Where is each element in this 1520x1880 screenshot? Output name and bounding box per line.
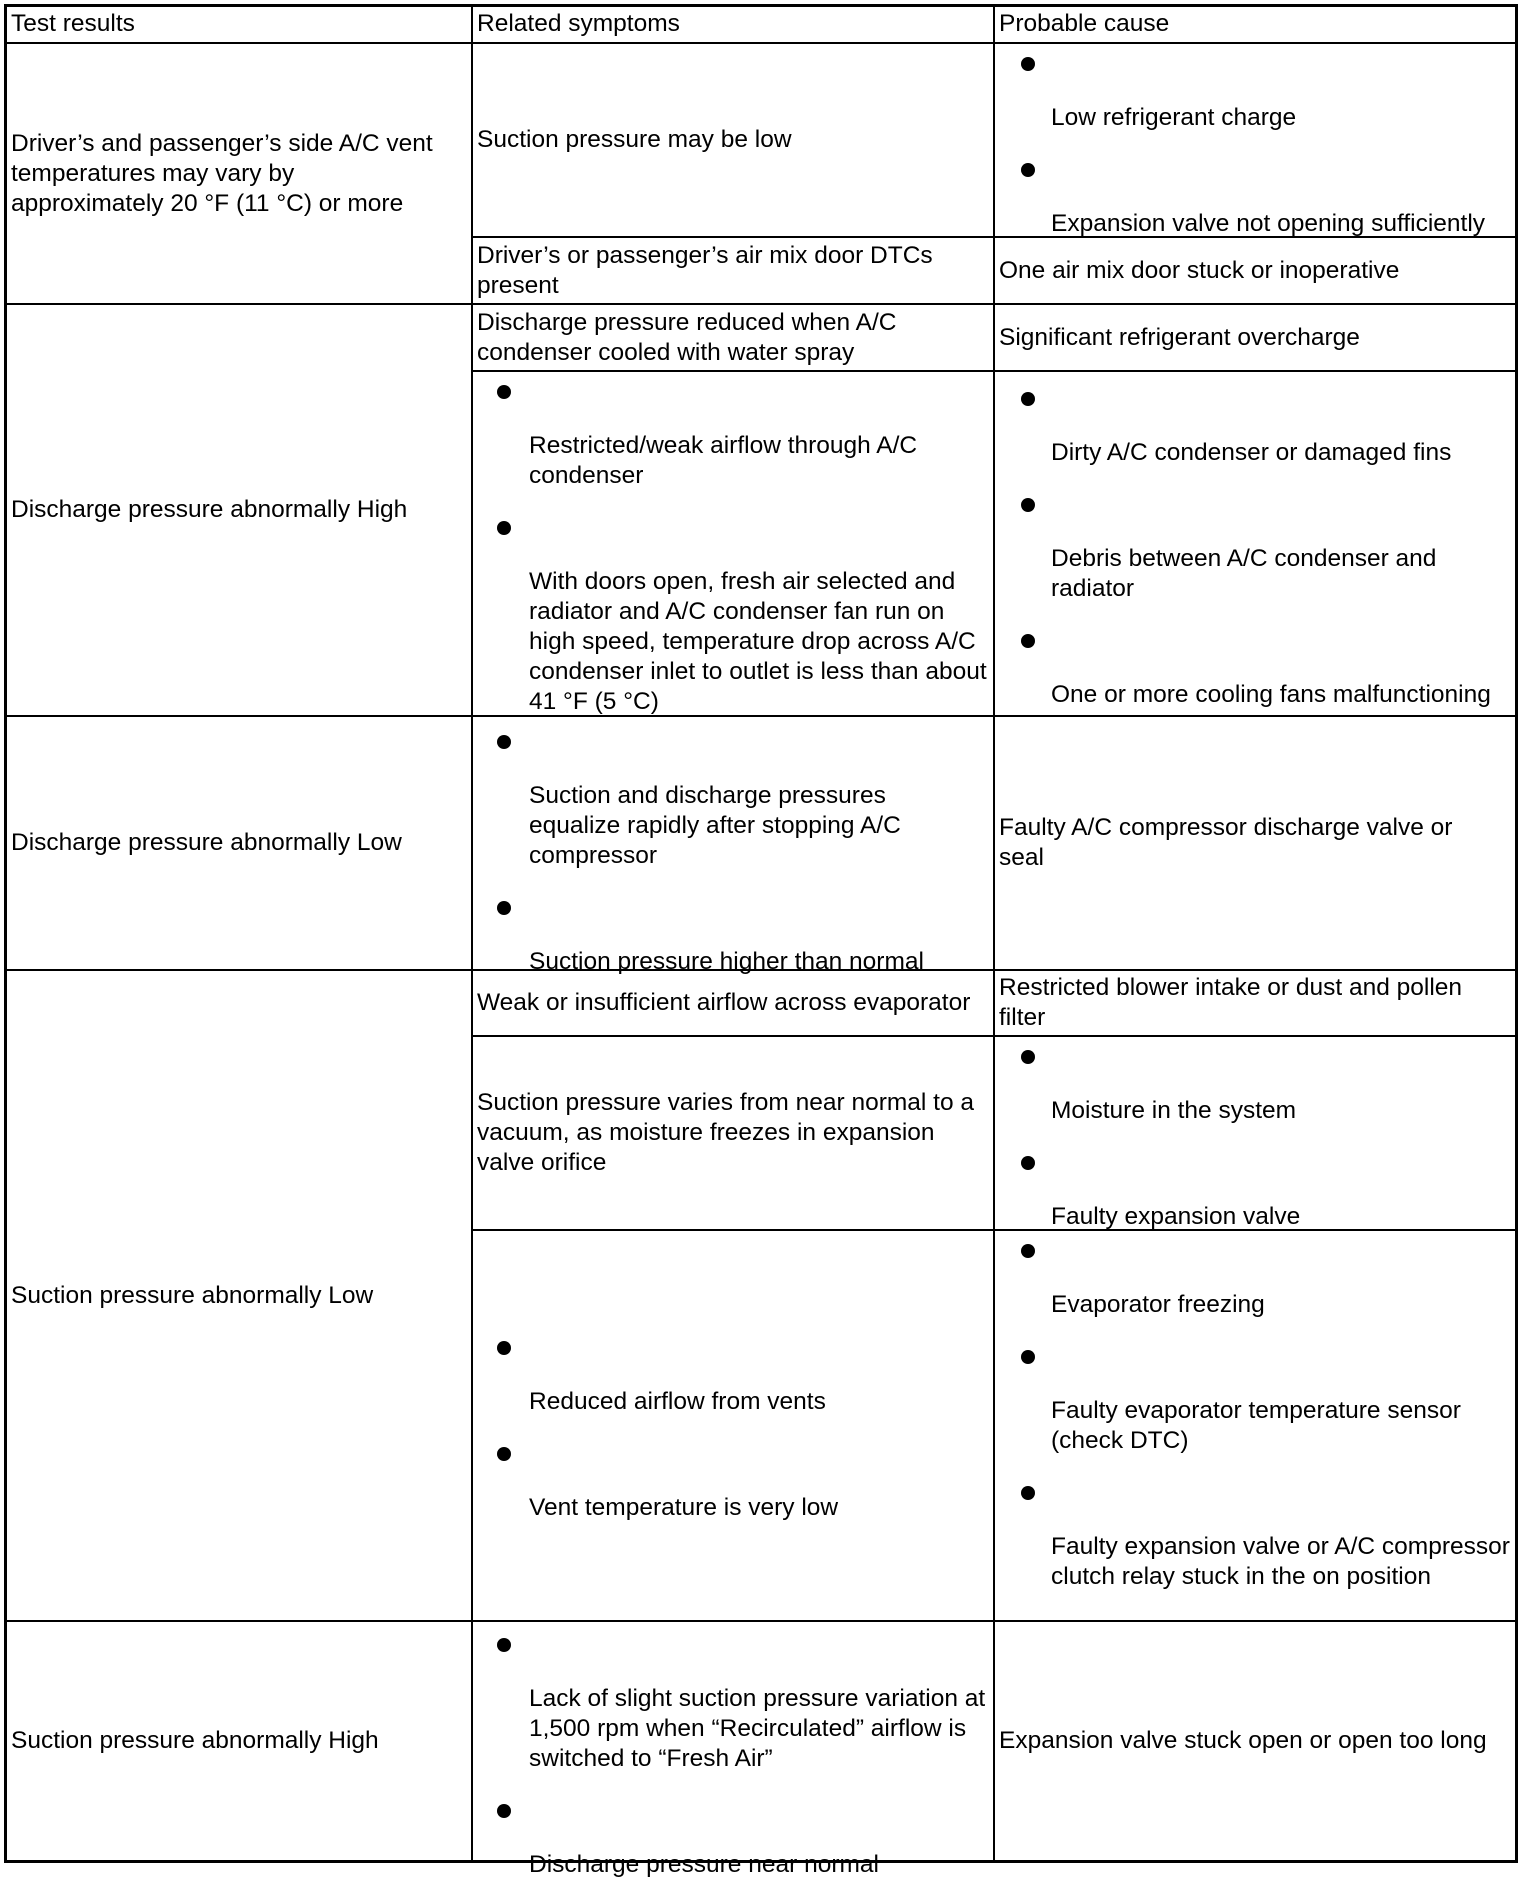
cause-item bbox=[999, 1043, 1511, 1149]
test-result-cell bbox=[7, 971, 471, 1620]
cause-text: Restricted blower intake or dust and pollen filter bbox=[999, 974, 1463, 1031]
cause-text: Low refrigerant charge bbox=[1051, 104, 1297, 131]
bullet-icon bbox=[1021, 498, 1035, 512]
cause-text: One air mix door stuck or inoperative bbox=[999, 256, 1400, 284]
symptom-text: Suction pressure varies from near normal to a vacuum, as moisture freezes in expansion valve orifice bbox=[477, 1089, 975, 1176]
symptom-item bbox=[477, 514, 989, 717]
symptom-text: Suction pressure higher than normal bbox=[529, 948, 924, 975]
symptom-text: Lack of slight suction pressure variation at 1,500 rpm when “Recirculated” airflow is switched to “Fresh Air” bbox=[529, 1685, 986, 1772]
header-test-results: Test results bbox=[11, 10, 135, 37]
cause-text: Moisture in the system bbox=[1051, 1097, 1297, 1124]
symptom-item bbox=[477, 1631, 989, 1797]
header-probable-cause: Probable cause bbox=[999, 10, 1170, 37]
cause-text: One or more cooling fans malfunctioning bbox=[1051, 681, 1491, 708]
symptom-cell bbox=[473, 1631, 993, 1878]
test-result-cell bbox=[7, 717, 471, 969]
cause-item bbox=[999, 1149, 1511, 1232]
bullet-icon bbox=[497, 1447, 511, 1461]
cause-text: Dirty A/C condenser or damaged fins bbox=[1051, 439, 1452, 466]
bullet-icon bbox=[497, 1804, 511, 1818]
test-result-cell bbox=[7, 1622, 471, 1860]
test-result-text: Suction pressure abnormally Low bbox=[11, 1281, 374, 1309]
symptom-item bbox=[477, 1440, 989, 1523]
symptom-item bbox=[477, 728, 989, 894]
symptom-cell bbox=[473, 1037, 993, 1229]
symptom-text: Discharge pressure reduced when A/C condenser cooled with water spray bbox=[477, 308, 897, 366]
symptom-cell bbox=[473, 238, 993, 303]
symptom-text: With doors open, fresh air selected and radiator and A/C condenser fan run on high speed, temperature drop across A/C condenser inlet to outlet is less than about 41 °F (5 °C) bbox=[529, 568, 987, 715]
cause-text: Evaporator freezing bbox=[1051, 1291, 1265, 1318]
cause-cell bbox=[995, 238, 1515, 303]
test-result-text: Discharge pressure abnormally High bbox=[11, 496, 408, 523]
cause-text: Faulty expansion valve or A/C compressor clutch relay stuck in the on position bbox=[1051, 1533, 1510, 1590]
cause-cell bbox=[995, 385, 1515, 715]
cause-cell bbox=[995, 1043, 1515, 1229]
symptom-text: Driver’s or passenger’s air mix door DTCs present bbox=[477, 241, 933, 299]
cause-text: Expansion valve stuck open or open too long bbox=[999, 1727, 1487, 1754]
symptom-text: Reduced airflow from vents bbox=[529, 1388, 826, 1415]
cause-item bbox=[999, 385, 1511, 491]
symptom-text: Restricted/weak airflow through A/C condenser bbox=[529, 432, 918, 489]
symptom-text: Suction pressure may be low bbox=[477, 126, 792, 153]
cause-cell bbox=[995, 1622, 1515, 1860]
symptom-item bbox=[477, 378, 989, 514]
cause-text: Expansion valve not opening sufficiently bbox=[1051, 210, 1486, 237]
cause-item bbox=[999, 627, 1511, 710]
cause-text: Debris between A/C condenser and radiator bbox=[1051, 545, 1437, 602]
symptom-cell bbox=[473, 44, 993, 236]
bullet-icon bbox=[1021, 163, 1035, 177]
bullet-icon bbox=[497, 735, 511, 749]
bullet-icon bbox=[497, 385, 511, 399]
symptom-cell bbox=[473, 1334, 993, 1620]
bullet-icon bbox=[1021, 392, 1035, 406]
table-border-top bbox=[4, 4, 1518, 7]
bullet-icon bbox=[1021, 1486, 1035, 1500]
symptom-cell bbox=[473, 971, 993, 1035]
symptom-text: Suction and discharge pressures equalize rapidly after stopping A/C compressor bbox=[529, 782, 901, 869]
bullet-icon bbox=[497, 1638, 511, 1652]
cause-item bbox=[999, 1343, 1511, 1479]
table-border-right bbox=[1515, 4, 1518, 1863]
cause-text: Faulty A/C compressor discharge valve or seal bbox=[999, 814, 1453, 871]
test-result-cell bbox=[7, 305, 471, 715]
cause-item bbox=[999, 1479, 1511, 1592]
bullet-icon bbox=[1021, 1350, 1035, 1364]
symptom-cell bbox=[473, 378, 993, 715]
symptom-item bbox=[477, 1334, 989, 1440]
test-result-text: Driver’s and passenger’s side A/C vent temperatures may vary by approximately 20 °F (11 °C) or more bbox=[11, 129, 433, 217]
cause-item bbox=[999, 156, 1511, 239]
cause-cell bbox=[995, 1237, 1515, 1620]
test-result-cell bbox=[7, 44, 471, 303]
bullet-icon bbox=[1021, 1156, 1035, 1170]
header-related-symptoms: Related symptoms bbox=[477, 10, 680, 37]
cause-cell bbox=[995, 717, 1515, 969]
cause-text: Faulty evaporator temperature sensor (check DTC) bbox=[1051, 1397, 1461, 1454]
bullet-icon bbox=[1021, 1050, 1035, 1064]
bullet-icon bbox=[497, 1341, 511, 1355]
symptom-text: Weak or insufficient airflow across evaporator bbox=[477, 989, 971, 1016]
symptom-item bbox=[477, 894, 989, 977]
bullet-icon bbox=[497, 521, 511, 535]
bullet-icon bbox=[1021, 1244, 1035, 1258]
symptom-cell bbox=[473, 728, 993, 975]
symptom-text: Discharge pressure near normal bbox=[529, 1851, 879, 1878]
cause-cell bbox=[995, 971, 1515, 1035]
symptom-text: Vent temperature is very low bbox=[529, 1494, 839, 1521]
bullet-icon bbox=[1021, 57, 1035, 71]
test-result-text: Suction pressure abnormally High bbox=[11, 1727, 379, 1754]
cause-item bbox=[999, 1237, 1511, 1343]
cause-cell bbox=[995, 305, 1515, 370]
test-result-text: Discharge pressure abnormally Low bbox=[11, 829, 402, 856]
cause-text: Significant refrigerant overcharge bbox=[999, 323, 1360, 351]
bullet-icon bbox=[1021, 634, 1035, 648]
row-divider bbox=[471, 370, 1518, 372]
cause-cell bbox=[995, 50, 1515, 236]
bullet-icon bbox=[497, 901, 511, 915]
symptom-cell bbox=[473, 305, 993, 370]
cause-text: Faulty expansion valve bbox=[1051, 1203, 1301, 1230]
cause-item bbox=[999, 50, 1511, 156]
cause-item bbox=[999, 491, 1511, 627]
symptom-item bbox=[477, 1797, 989, 1880]
